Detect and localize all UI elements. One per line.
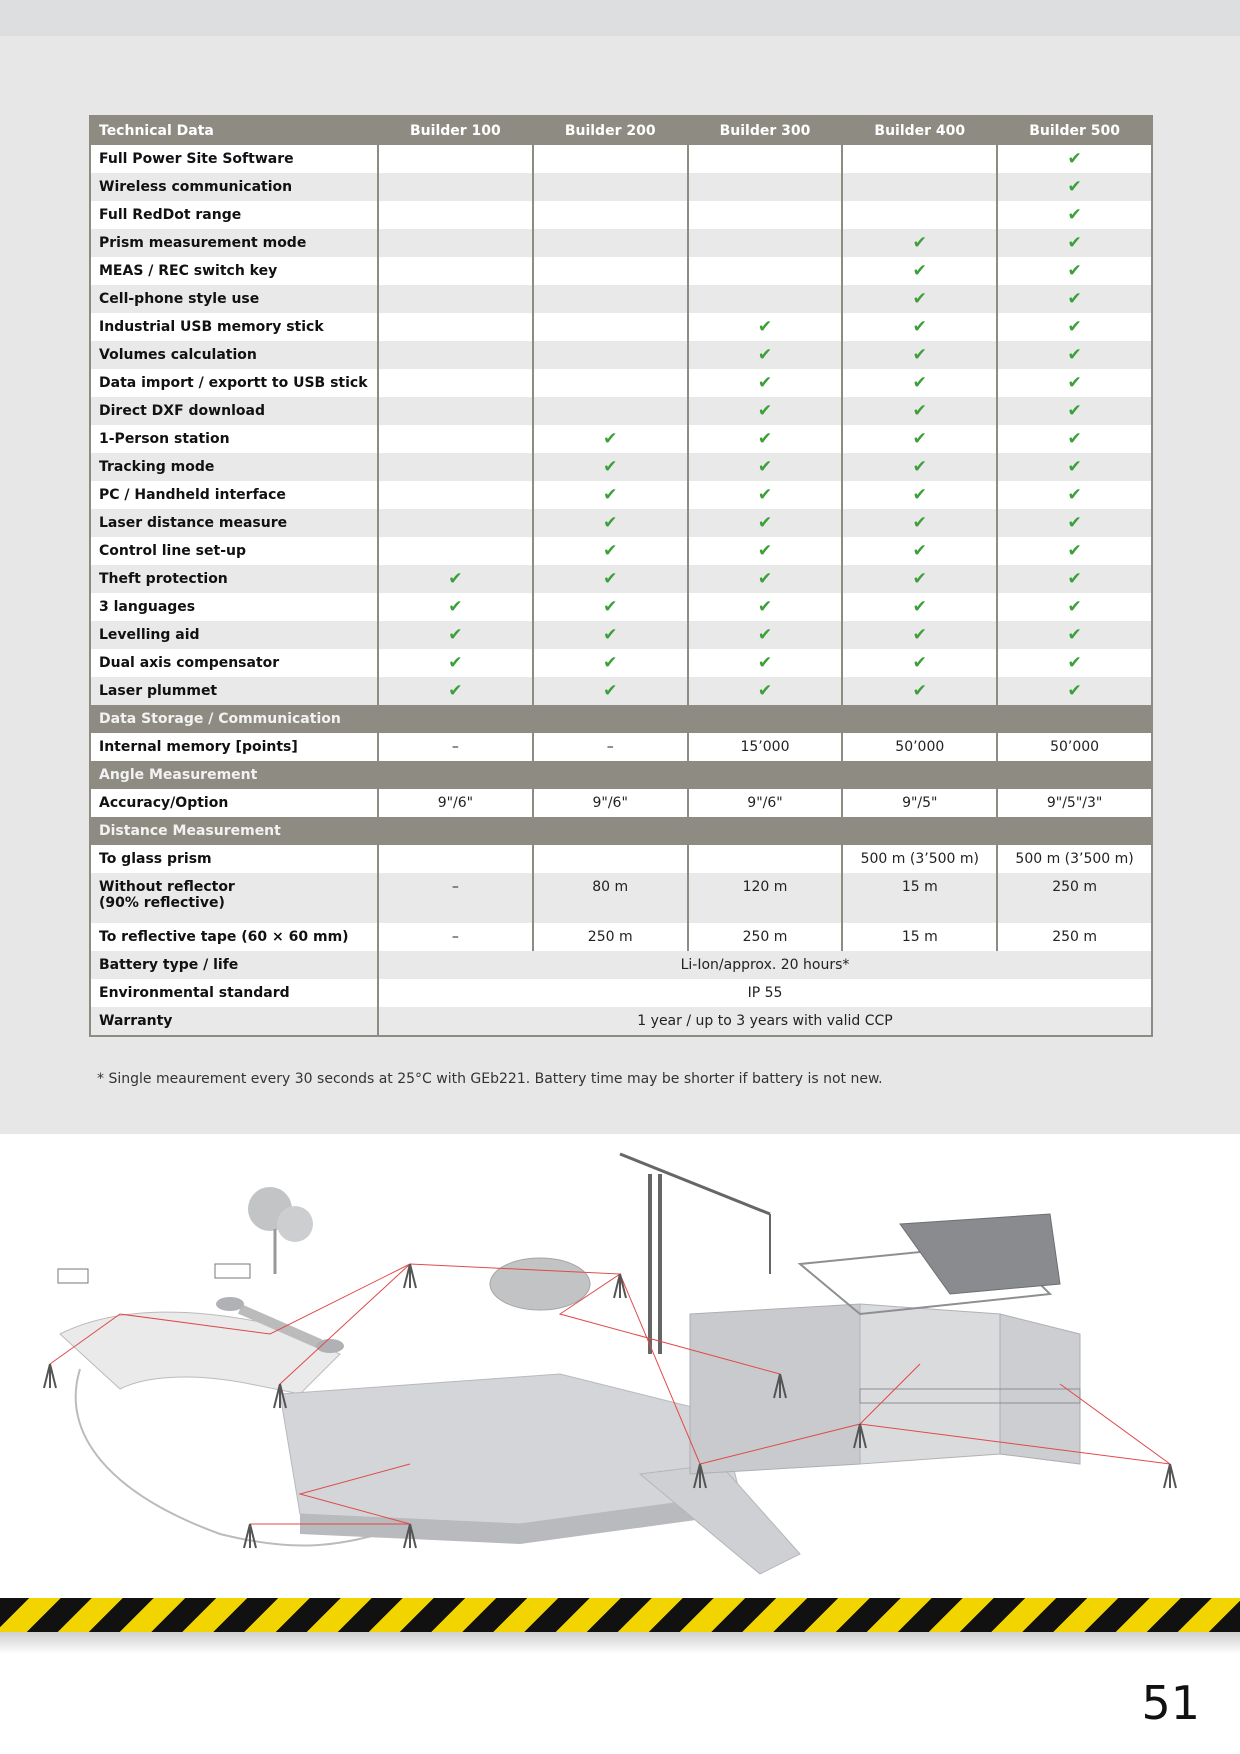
spec-value: 250 m [997, 923, 1152, 951]
feature-label: Full Power Site Software [90, 145, 378, 173]
header-builder-500: Builder 500 [997, 116, 1152, 145]
spec-label-line: Environmental standard [99, 985, 290, 1001]
spec-label-line: To glass prism [99, 851, 212, 867]
section-title: Distance Measurement [90, 817, 378, 845]
checkmark-icon: ✔ [757, 429, 773, 449]
table-row [90, 923, 1152, 951]
spec-value: 50’000 [842, 733, 997, 761]
spec-label-line: Without reflector [99, 879, 235, 895]
feature-label: Levelling aid [90, 621, 378, 649]
feature-cell [842, 173, 997, 201]
feature-label: Laser plummet [90, 677, 378, 705]
section-empty-cell [378, 817, 533, 845]
feature-cell [378, 593, 533, 621]
table-row [90, 145, 1152, 173]
feature-cell [688, 649, 843, 677]
feature-cell [378, 173, 533, 201]
checkmark-icon: ✔ [1067, 149, 1082, 169]
table-row [90, 425, 1152, 453]
feature-cell [842, 229, 997, 257]
section-header-row [90, 761, 1152, 789]
feature-cell [688, 481, 843, 509]
feature-cell [378, 285, 533, 313]
spec-value: 80 m [533, 873, 688, 923]
feature-cell [688, 677, 843, 705]
section-empty-cell [997, 761, 1152, 789]
feature-cell [688, 313, 843, 341]
feature-cell [378, 145, 533, 173]
feature-cell [842, 425, 997, 453]
feature-label: Volumes calculation [90, 341, 378, 369]
spec-value [533, 845, 688, 873]
checkmark-icon: ✔ [912, 317, 927, 337]
table-row [90, 565, 1152, 593]
feature-cell [688, 201, 843, 229]
spec-label [90, 733, 378, 761]
checkmark-icon: ✔ [757, 653, 773, 673]
table-row [90, 1007, 1152, 1036]
spec-value [378, 845, 533, 873]
checkmark-icon: ✔ [912, 345, 927, 365]
feature-cell [997, 453, 1152, 481]
section-empty-cell [842, 705, 997, 733]
feature-cell [533, 341, 688, 369]
spec-value: 250 m [688, 923, 843, 951]
feature-cell [997, 369, 1152, 397]
feature-cell [533, 509, 688, 537]
feature-cell [533, 257, 688, 285]
checkmark-icon: ✔ [912, 513, 927, 533]
checkmark-icon: ✔ [448, 625, 463, 645]
checkmark-icon: ✔ [1067, 513, 1082, 533]
spec-label [90, 845, 378, 873]
checkmark-icon: ✔ [603, 457, 618, 477]
spec-value: 250 m [997, 873, 1152, 923]
checkmark-icon: ✔ [757, 513, 773, 533]
feature-cell [533, 481, 688, 509]
checkmark-icon: ✔ [757, 457, 773, 477]
spec-value: 15’000 [688, 733, 843, 761]
spec-label [90, 789, 378, 817]
checkmark-icon: ✔ [912, 373, 927, 393]
feature-cell [688, 257, 843, 285]
section-empty-cell [533, 761, 688, 789]
checkmark-icon: ✔ [1067, 625, 1082, 645]
feature-cell [378, 257, 533, 285]
table-header-row [90, 116, 1152, 145]
feature-cell [842, 285, 997, 313]
hazard-stripe-band [0, 1598, 1240, 1632]
checkmark-icon: ✔ [1067, 205, 1082, 225]
feature-cell [997, 341, 1152, 369]
feature-cell [842, 397, 997, 425]
feature-cell [842, 257, 997, 285]
feature-cell [378, 537, 533, 565]
feature-cell [533, 565, 688, 593]
checkmark-icon: ✔ [603, 597, 618, 617]
section-header-row [90, 817, 1152, 845]
checkmark-icon: ✔ [603, 513, 618, 533]
hazard-stripe-shadow [0, 1632, 1240, 1654]
spec-value: – [378, 733, 533, 761]
table-row [90, 537, 1152, 565]
feature-cell [533, 621, 688, 649]
feature-cell [688, 453, 843, 481]
feature-label: MEAS / REC switch key [90, 257, 378, 285]
feature-label: Direct DXF download [90, 397, 378, 425]
table-row [90, 789, 1152, 817]
feature-cell [688, 229, 843, 257]
spec-value: 500 m (3’500 m) [842, 845, 997, 873]
feature-cell [378, 453, 533, 481]
section-empty-cell [688, 705, 843, 733]
spec-label-line: Internal memory [points] [99, 739, 298, 755]
checkmark-icon: ✔ [1067, 429, 1082, 449]
table-row [90, 369, 1152, 397]
checkmark-icon: ✔ [1067, 485, 1082, 505]
checkmark-icon: ✔ [448, 681, 463, 701]
feature-cell [533, 397, 688, 425]
section-empty-cell [378, 761, 533, 789]
feature-cell [688, 509, 843, 537]
feature-cell [378, 677, 533, 705]
section-empty-cell [378, 705, 533, 733]
feature-cell [688, 621, 843, 649]
table-row [90, 873, 1152, 923]
spec-label [90, 873, 378, 923]
checkmark-icon: ✔ [603, 541, 618, 561]
spec-value-all-models: 1 year / up to 3 years with valid CCP [378, 1007, 1152, 1036]
checkmark-icon: ✔ [912, 597, 927, 617]
feature-cell [378, 341, 533, 369]
feature-label: Data import / exportt to USB stick [90, 369, 378, 397]
feature-cell [688, 285, 843, 313]
checkmark-icon: ✔ [757, 345, 773, 365]
spec-value: – [533, 733, 688, 761]
feature-cell [842, 369, 997, 397]
feature-cell [997, 397, 1152, 425]
table-row [90, 677, 1152, 705]
checkmark-icon: ✔ [603, 681, 618, 701]
feature-cell [378, 621, 533, 649]
feature-cell [842, 649, 997, 677]
spec-value: 9"/6" [378, 789, 533, 817]
checkmark-icon: ✔ [757, 401, 773, 421]
section-header-row [90, 705, 1152, 733]
checkmark-icon: ✔ [757, 569, 773, 589]
feature-cell [378, 481, 533, 509]
section-empty-cell [688, 817, 843, 845]
spec-value-all-models: IP 55 [378, 979, 1152, 1007]
spec-value: 250 m [533, 923, 688, 951]
feature-cell [842, 621, 997, 649]
feature-cell [533, 369, 688, 397]
checkmark-icon: ✔ [603, 429, 618, 449]
checkmark-icon: ✔ [912, 401, 927, 421]
spec-label [90, 951, 378, 979]
spec-value: 9"/5"/3" [997, 789, 1152, 817]
feature-cell [533, 173, 688, 201]
feature-cell [378, 425, 533, 453]
table-row [90, 593, 1152, 621]
top-band [0, 0, 1240, 36]
feature-cell [688, 173, 843, 201]
checkmark-icon: ✔ [603, 485, 618, 505]
feature-cell [533, 285, 688, 313]
feature-label: Control line set-up [90, 537, 378, 565]
header-builder-100: Builder 100 [378, 116, 533, 145]
checkmark-icon: ✔ [912, 541, 927, 561]
spec-value: – [378, 923, 533, 951]
table-row [90, 621, 1152, 649]
feature-cell [378, 313, 533, 341]
feature-cell [997, 173, 1152, 201]
spec-label-line: Battery type / life [99, 957, 239, 973]
feature-cell [997, 621, 1152, 649]
spec-value: 50’000 [997, 733, 1152, 761]
feature-cell [533, 313, 688, 341]
feature-cell [688, 593, 843, 621]
feature-cell [842, 481, 997, 509]
feature-cell [533, 229, 688, 257]
checkmark-icon: ✔ [603, 625, 618, 645]
checkmark-icon: ✔ [912, 429, 927, 449]
table-row [90, 257, 1152, 285]
spec-label [90, 979, 378, 1007]
feature-cell [378, 649, 533, 677]
feature-cell [533, 201, 688, 229]
spec-label-line: (90% reflective) [99, 895, 225, 911]
footnote: * Single meaurement every 30 seconds at 25°C with GEb221. Battery time may be shorter if battery is not new. [97, 1071, 883, 1087]
table-row [90, 453, 1152, 481]
checkmark-icon: ✔ [1067, 289, 1082, 309]
checkmark-icon: ✔ [1067, 569, 1082, 589]
spec-value: 9"/6" [533, 789, 688, 817]
checkmark-icon: ✔ [912, 457, 927, 477]
header-builder-200: Builder 200 [533, 116, 688, 145]
checkmark-icon: ✔ [1067, 177, 1082, 197]
checkmark-icon: ✔ [1067, 597, 1082, 617]
feature-cell [997, 313, 1152, 341]
feature-cell [533, 677, 688, 705]
section-title: Data Storage / Communication [90, 705, 378, 733]
feature-cell [997, 593, 1152, 621]
feature-cell [842, 341, 997, 369]
checkmark-icon: ✔ [757, 597, 773, 617]
feature-label: PC / Handheld interface [90, 481, 378, 509]
feature-cell [378, 509, 533, 537]
table-row [90, 313, 1152, 341]
feature-label: Tracking mode [90, 453, 378, 481]
feature-cell [533, 145, 688, 173]
table-row [90, 951, 1152, 979]
checkmark-icon: ✔ [603, 653, 618, 673]
table-row [90, 649, 1152, 677]
feature-label: Cell-phone style use [90, 285, 378, 313]
checkmark-icon: ✔ [912, 485, 927, 505]
feature-cell [997, 649, 1152, 677]
feature-cell [533, 425, 688, 453]
spec-label [90, 1007, 378, 1036]
section-title: Angle Measurement [90, 761, 378, 789]
feature-cell [997, 565, 1152, 593]
feature-cell [997, 677, 1152, 705]
feature-cell [842, 313, 997, 341]
checkmark-icon: ✔ [757, 317, 773, 337]
construction-site-illustration [0, 1134, 1240, 1594]
feature-cell [997, 481, 1152, 509]
feature-cell [997, 285, 1152, 313]
feature-label: 1-Person station [90, 425, 378, 453]
feature-cell [378, 565, 533, 593]
header-builder-300: Builder 300 [688, 116, 843, 145]
feature-cell [842, 677, 997, 705]
feature-cell [688, 397, 843, 425]
table-row [90, 481, 1152, 509]
feature-cell [533, 593, 688, 621]
spec-value: 15 m [842, 873, 997, 923]
feature-cell [842, 593, 997, 621]
checkmark-icon: ✔ [1067, 457, 1082, 477]
feature-cell [378, 201, 533, 229]
page-number: 51 [1141, 1676, 1200, 1730]
feature-cell [842, 145, 997, 173]
feature-cell [688, 565, 843, 593]
checkmark-icon: ✔ [912, 625, 927, 645]
checkmark-icon: ✔ [757, 485, 773, 505]
table-row [90, 341, 1152, 369]
checkmark-icon: ✔ [912, 289, 927, 309]
feature-label: Theft protection [90, 565, 378, 593]
feature-cell [997, 257, 1152, 285]
feature-label: Dual axis compensator [90, 649, 378, 677]
header-builder-400: Builder 400 [842, 116, 997, 145]
feature-cell [688, 341, 843, 369]
checkmark-icon: ✔ [1067, 541, 1082, 561]
spec-value: 9"/6" [688, 789, 843, 817]
checkmark-icon: ✔ [603, 569, 618, 589]
spec-value: 9"/5" [842, 789, 997, 817]
feature-cell [842, 509, 997, 537]
checkmark-icon: ✔ [912, 261, 927, 281]
table-row [90, 229, 1152, 257]
feature-cell [688, 145, 843, 173]
spec-value-all-models: Li-Ion/approx. 20 hours* [378, 951, 1152, 979]
spec-label-line: Accuracy/Option [99, 795, 229, 811]
technical-data-table [89, 115, 1153, 1037]
feature-cell [378, 397, 533, 425]
feature-cell [378, 229, 533, 257]
checkmark-icon: ✔ [448, 569, 463, 589]
table-row [90, 845, 1152, 873]
spec-value: 120 m [688, 873, 843, 923]
feature-cell [997, 425, 1152, 453]
spec-label [90, 923, 378, 951]
table-row [90, 733, 1152, 761]
feature-label: Laser distance measure [90, 509, 378, 537]
feature-label: Prism measurement mode [90, 229, 378, 257]
checkmark-icon: ✔ [757, 681, 773, 701]
feature-cell [842, 453, 997, 481]
checkmark-icon: ✔ [1067, 653, 1082, 673]
feature-cell [533, 453, 688, 481]
section-empty-cell [688, 761, 843, 789]
feature-cell [997, 145, 1152, 173]
table-row [90, 285, 1152, 313]
feature-label: Full RedDot range [90, 201, 378, 229]
checkmark-icon: ✔ [1067, 233, 1082, 253]
feature-label: Industrial USB memory stick [90, 313, 378, 341]
checkmark-icon: ✔ [448, 653, 463, 673]
spec-value [688, 845, 843, 873]
feature-label: 3 languages [90, 593, 378, 621]
feature-cell [997, 509, 1152, 537]
feature-cell [688, 369, 843, 397]
checkmark-icon: ✔ [1067, 261, 1082, 281]
spec-value: – [378, 873, 533, 923]
table-row [90, 509, 1152, 537]
spec-value: 500 m (3’500 m) [997, 845, 1152, 873]
spec-label-line: Warranty [99, 1013, 173, 1029]
checkmark-icon: ✔ [757, 373, 773, 393]
feature-cell [842, 537, 997, 565]
checkmark-icon: ✔ [1067, 401, 1082, 421]
table-row [90, 173, 1152, 201]
section-empty-cell [997, 705, 1152, 733]
feature-cell [533, 537, 688, 565]
spec-label-line: To reflective tape (60 × 60 mm) [99, 929, 349, 945]
checkmark-icon: ✔ [1067, 345, 1082, 365]
spec-value: 15 m [842, 923, 997, 951]
feature-cell [688, 425, 843, 453]
checkmark-icon: ✔ [912, 233, 927, 253]
table-row [90, 201, 1152, 229]
feature-cell [842, 201, 997, 229]
checkmark-icon: ✔ [1067, 317, 1082, 337]
checkmark-icon: ✔ [1067, 373, 1082, 393]
checkmark-icon: ✔ [448, 597, 463, 617]
checkmark-icon: ✔ [912, 653, 927, 673]
feature-cell [997, 537, 1152, 565]
feature-cell [688, 537, 843, 565]
table-row [90, 979, 1152, 1007]
checkmark-icon: ✔ [757, 541, 773, 561]
section-empty-cell [997, 817, 1152, 845]
feature-cell [842, 565, 997, 593]
checkmark-icon: ✔ [1067, 681, 1082, 701]
section-empty-cell [533, 705, 688, 733]
header-technical-data: Technical Data [90, 116, 378, 145]
feature-cell [378, 369, 533, 397]
section-empty-cell [842, 761, 997, 789]
checkmark-icon: ✔ [757, 625, 773, 645]
section-empty-cell [842, 817, 997, 845]
table-row [90, 397, 1152, 425]
feature-cell [997, 201, 1152, 229]
checkmark-icon: ✔ [912, 681, 927, 701]
feature-label: Wireless communication [90, 173, 378, 201]
section-empty-cell [533, 817, 688, 845]
checkmark-icon: ✔ [912, 569, 927, 589]
feature-cell [533, 649, 688, 677]
feature-cell [997, 229, 1152, 257]
